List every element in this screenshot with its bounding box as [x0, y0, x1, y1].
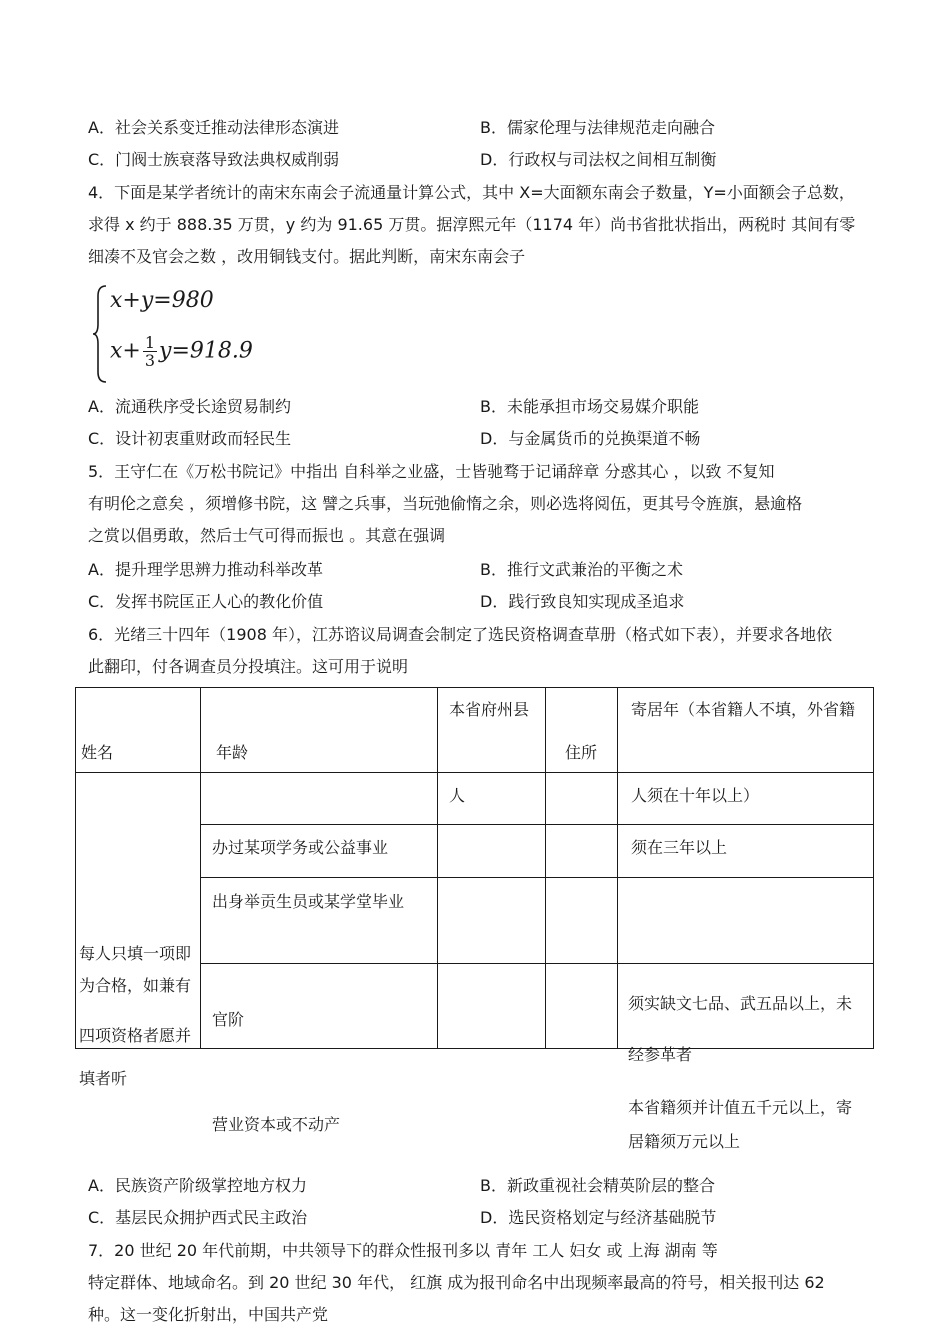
fraction-numerator: 1: [144, 333, 156, 352]
table-row-divider: [200, 963, 874, 964]
q4-option-c: C．设计初衷重财政而轻民生: [88, 429, 292, 448]
q6-option-d: D．选民资格划定与经济基础脱节: [480, 1208, 717, 1227]
q5-option-c: C．发挥书院匡正人心的教化价值: [88, 592, 324, 611]
note-line-3: 四项资格者愿并: [79, 1026, 192, 1045]
q4-option-d: D．与金属货币的兑换渠道不畅: [480, 429, 701, 448]
header-native-county: 本省府州县: [449, 700, 530, 719]
fraction-one-third: [143, 334, 157, 369]
header-sojourn-years: 寄居年（本省籍人不填，外省籍: [631, 700, 856, 719]
table-col-divider: [200, 687, 201, 1049]
q7-stem-line-1: 7．20 世纪 20 年代前期，中共领导下的群众性报刊多以 青年 工人 妇女 或 上海 湖南 等: [88, 1241, 718, 1260]
header-residence: 住所: [565, 743, 598, 762]
q6-stem-line-2: 此翻印，付各调查员分投填注。这可用于说明: [88, 657, 409, 676]
q3-option-c: C．门阀士族衰落导致法典权威削弱: [88, 150, 340, 169]
row-property-label: 营业资本或不动产: [212, 1115, 341, 1134]
row-property-value-1: 本省籍须并计值五千元以上，寄: [628, 1098, 853, 1117]
header-age: 年龄: [216, 743, 249, 762]
row-official-rank-label: 官阶: [212, 1010, 245, 1029]
table-border-left: [75, 687, 76, 1049]
header-native-county-cont: 人: [449, 786, 466, 805]
q7-stem-line-3: 种。这一变化折射出，中国共产党: [88, 1305, 329, 1324]
header-name: 姓名: [81, 743, 114, 762]
equation-2: [110, 334, 253, 369]
q6-option-b: B．新政重视社会精英阶层的整合: [480, 1176, 715, 1195]
q3-option-d: D．行政权与司法权之间相互制衡: [480, 150, 717, 169]
row-public-affairs-value: 须在三年以上: [631, 838, 728, 857]
q5-stem-line-2: 有明伦之意矣 ，须增修书院，这 譬之兵事，当玩弛偷惰之余，则必选将阅伍，更其号令旌旗，悬逾格: [88, 494, 803, 513]
table-col-divider: [617, 687, 618, 1049]
brace-icon: [92, 284, 108, 384]
table-col-divider: [545, 687, 546, 1049]
fraction-denominator: 3: [144, 351, 156, 370]
table-border-top: [75, 687, 874, 688]
table-border-right: [873, 687, 874, 1049]
table-row-divider: [200, 824, 874, 825]
q4-equation-system: [92, 284, 292, 384]
q5-option-a: A．提升理学思辨力推动科举改革: [88, 560, 323, 579]
row-property-value-2: 居籍须万元以上: [628, 1132, 741, 1151]
q6-stem-line-1: 6．光绪三十四年（1908 年），江苏谘议局调查会制定了选民资格调查草册（格式如下表），并要求各地依: [88, 625, 832, 644]
q4-stem-line-2: 求得 x 约于 888.35 万贯，y 约为 91.65 万贯。据淳熙元年（1174 年）尚书省批状指出，两税时 其间有零: [88, 215, 856, 234]
q3-option-b: B．儒家伦理与法律规范走向融合: [480, 118, 715, 137]
table-row-divider: [75, 772, 874, 773]
q4-option-a: A．流通秩序受长途贸易制约: [88, 397, 291, 416]
q7-stem-line-2: 特定群体、地域命名。到 20 世纪 30 年代， 红旗 成为报刊命名中出现频率最高的符号，相关报刊达 62: [88, 1273, 825, 1292]
q5-option-d: D．践行致良知实现成圣追求: [480, 592, 685, 611]
note-line-2: 为合格，如兼有: [79, 976, 192, 995]
row-education-label: 出身举贡生员或某学堂毕业: [212, 892, 405, 911]
equation-2-right: y=918.9: [159, 338, 253, 364]
equation-1: x+y=980: [110, 288, 214, 313]
row-official-rank-value-1: 须实缺文七品、武五品以上，未: [628, 994, 853, 1013]
q4-stem-line-3: 细凑不及官会之数 ，改用铜钱支付。据此判断，南宋东南会子: [88, 247, 526, 266]
q6-option-c: C．基层民众拥护西式民主政治: [88, 1208, 308, 1227]
q5-stem-line-3: 之赏以倡勇敢，然后士气可得而振也 。其意在强调: [88, 526, 446, 545]
note-line-1: 每人只填一项即: [79, 944, 192, 963]
table-border-bottom: [75, 1048, 874, 1049]
row-official-rank-value-2: 经参革者: [628, 1045, 693, 1064]
q5-option-b: B．推行文武兼治的平衡之术: [480, 560, 683, 579]
q5-stem-line-1: 5．王守仁在《万松书院记》中指出 自科举之业盛，士皆驰骛于记诵辞章 分惑其心 ，以致 不复知: [88, 462, 775, 481]
q4-stem-line-1: 4．下面是某学者统计的南宋东南会子流通量计算公式，其中 X=大面额东南会子数量，Y=小面额会子总数，: [88, 183, 855, 202]
note-line-4: 填者听: [79, 1069, 128, 1088]
table-col-divider: [437, 687, 438, 1049]
q3-option-a: A．社会关系变迁推动法律形态演进: [88, 118, 339, 137]
q6-option-a: A．民族资产阶级掌控地方权力: [88, 1176, 307, 1195]
q4-option-b: B．未能承担市场交易媒介职能: [480, 397, 699, 416]
equation-2-left: x+: [110, 338, 141, 364]
voter-qualification-table: [75, 687, 874, 1049]
row-public-affairs-label: 办过某项学务或公益事业: [212, 838, 389, 857]
table-row-divider: [200, 877, 874, 878]
header-sojourn-years-cont: 人须在十年以上）: [631, 786, 760, 805]
